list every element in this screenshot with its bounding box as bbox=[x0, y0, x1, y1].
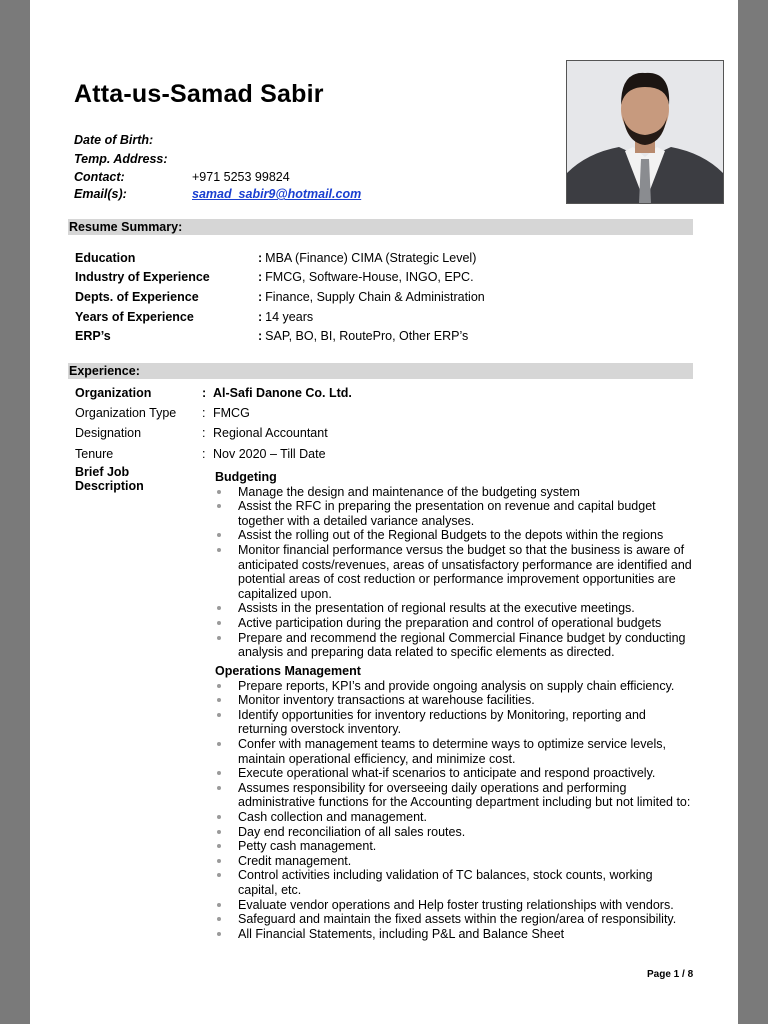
list-item: Monitor financial performance versus the budget so that the business is aware of anticipated costs/revenues, areas of unsatisfactory performance are identified and potential areas of cost reduction or performance improvement opportunities are capitalized upon. bbox=[215, 543, 695, 601]
list-item: Petty cash management. bbox=[215, 839, 695, 854]
candidate-name: Atta-us-Samad Sabir bbox=[74, 80, 324, 108]
summary-label: Years of Experience bbox=[75, 310, 194, 324]
experience-value: Regional Accountant bbox=[213, 426, 328, 440]
experience-label: Organization bbox=[75, 386, 152, 400]
list-item: Prepare reports, KPI’s and provide ongoing analysis on supply chain efficiency. bbox=[215, 679, 695, 694]
list-item: Assist the RFC in preparing the presentation on revenue and capital budget together with a detailed variance analyses. bbox=[215, 499, 695, 528]
summary-label: Depts. of Experience bbox=[75, 290, 199, 304]
email-link[interactable]: samad_sabir9@hotmail.com bbox=[192, 187, 362, 201]
list-item: Identify opportunities for inventory reductions by Monitoring, reporting and returning overstock inventory. bbox=[215, 708, 695, 737]
contact-value: +971 5253 99824 bbox=[192, 170, 290, 184]
page-number: Page 1 / 8 bbox=[647, 969, 694, 980]
list-item: Assumes responsibility for overseeing daily operations and performing administrative functions for the Accounting department including but not limited to: bbox=[215, 781, 695, 810]
summary-value: SAP, BO, BI, RoutePro, Other ERP’s bbox=[265, 329, 469, 343]
list-item: Confer with management teams to determine ways to optimize service levels, maintain operational efficiency, and minimize cost. bbox=[215, 737, 695, 766]
experience-header bbox=[68, 363, 693, 379]
summary-value: MBA (Finance) CIMA (Strategic Level) bbox=[265, 251, 477, 265]
experience-value: FMCG bbox=[213, 406, 250, 420]
list-item: Assist the rolling out of the Regional Budgets to the depots within the regions bbox=[215, 528, 695, 543]
summary-value: 14 years bbox=[265, 310, 314, 324]
section-heading: Budgeting bbox=[215, 470, 277, 484]
profile-photo bbox=[566, 60, 724, 204]
summary-label: Industry of Experience bbox=[75, 270, 210, 284]
list-item: All Financial Statements, including P&L and Balance Sheet bbox=[215, 927, 695, 942]
list-item: Execute operational what-if scenarios to anticipate and respond proactively. bbox=[215, 766, 695, 781]
brief-job-description-label: Brief Job Description bbox=[75, 465, 144, 493]
list-item: Assists in the presentation of regional results at the executive meetings. bbox=[215, 601, 695, 616]
list-item: Manage the design and maintenance of the budgeting system bbox=[215, 485, 695, 500]
list-item: Day end reconciliation of all sales routes. bbox=[215, 825, 695, 840]
resume-summary-title: Resume Summary: bbox=[69, 220, 183, 234]
experience-value: Nov 2020 – Till Date bbox=[213, 447, 326, 461]
experience-label: Designation bbox=[75, 426, 142, 440]
summary-value: Finance, Supply Chain & Administration bbox=[265, 290, 485, 304]
contact-label: Contact: bbox=[74, 170, 125, 184]
list-item: Evaluate vendor operations and Help foster trusting relationships with vendors. bbox=[215, 898, 695, 913]
experience-value: Al-Safi Danone Co. Ltd. bbox=[213, 386, 352, 400]
list-item: Credit management. bbox=[215, 854, 695, 869]
summary-label: Education bbox=[75, 251, 136, 265]
email-label: Email(s): bbox=[74, 187, 127, 201]
experience-title: Experience: bbox=[69, 364, 140, 378]
budgeting-section bbox=[215, 470, 695, 660]
section-heading: Operations Management bbox=[215, 664, 361, 678]
dob-label: Date of Birth: bbox=[74, 133, 154, 147]
experience-label: Tenure bbox=[75, 447, 114, 461]
list-item: Prepare and recommend the regional Commercial Finance budget by conducting analysis and preparing data related to specific elements as directed. bbox=[215, 631, 695, 660]
resume-summary-header bbox=[68, 219, 693, 235]
list-item: Safeguard and maintain the fixed assets within the region/area of responsibility. bbox=[215, 912, 695, 927]
operations-management-section bbox=[215, 664, 695, 941]
summary-value: FMCG, Software-House, INGO, EPC. bbox=[265, 270, 474, 284]
list-item: Control activities including validation of TC balances, stock counts, working capital, etc. bbox=[215, 868, 695, 897]
summary-label: ERP’s bbox=[75, 329, 111, 343]
list-item: Cash collection and management. bbox=[215, 810, 695, 825]
list-item: Active participation during the preparation and control of operational budgets bbox=[215, 616, 695, 631]
list-item: Monitor inventory transactions at warehouse facilities. bbox=[215, 693, 695, 708]
experience-label: Organization Type bbox=[75, 406, 177, 420]
resume-page: Atta-us-Samad Sabir Date of Birth: Temp. Address: Contact: +971 5253 99824 Email(s): samad_sabir9@hotmail.com Resume Summary: Education : MBA (Finance) CIMA (Strategic Level) Industry of Experience : FMCG, Software-House, INGO, EPC. Depts. of Experience : Finance, Supply Chain & Administration Years of Experience : 14 years ERP’s : SAP, BO, BI, RoutePro, Other ERP’s Experience: Organization : Al-Safi Danone Co. Ltd. Organization Type : FMCG Designation : Regional Accountant Tenure : Nov 2020 – Till Date Brief Job Description Budgeting Manage the design and maintenance of the budgeting system Assist the RFC in preparing the presentation on revenue and capital budget together with a detailed variance analyses. Assist the rolling out of the Regional Budgets to the depots within the regions Monitor financial performance versus the budget so that the business is aware of anticipated costs/revenues, areas of unsatisfactory performance are identified and potential areas of cost reduction or performance improvement opportunities are capitalized upon. Assists in the presentation of regional results at the executive meetings. Active participation during the preparation and control of operational budgets Prepare and recommend the regional Commercial Finance budget by conducting analysis and preparing data related to specific elements as directed. Operations Management Prepare reports, KPI’s and provide ongoing analysis on supply chain efficiency. Monitor inventory transactions at warehouse facilities. Identify opportunities for inventory reductions by Monitoring, reporting and returning overstock inventory. Confer with management teams to determine ways to optimize service levels, maintain operational efficiency, and minimize cost. Execute operational what-if scenarios to anticipate and respond proactively. Assumes responsibility for overseeing daily operations and performing administrative functions for the Accounting department including but not limited to: Cash collection and management. Day end reconciliation of all sales routes. Petty cash management. Credit management. Control activities including validation of TC balances, stock counts, working capital, etc. Evaluate vendor operations and Help foster trusting relationships with vendors. Safeguard and maintain the fixed assets within the region/area of responsibility. All Financial Statements, including P&L and Balance Sheet Page 1 / 8 bbox=[30, 0, 738, 1024]
address-label: Temp. Address: bbox=[74, 152, 168, 166]
